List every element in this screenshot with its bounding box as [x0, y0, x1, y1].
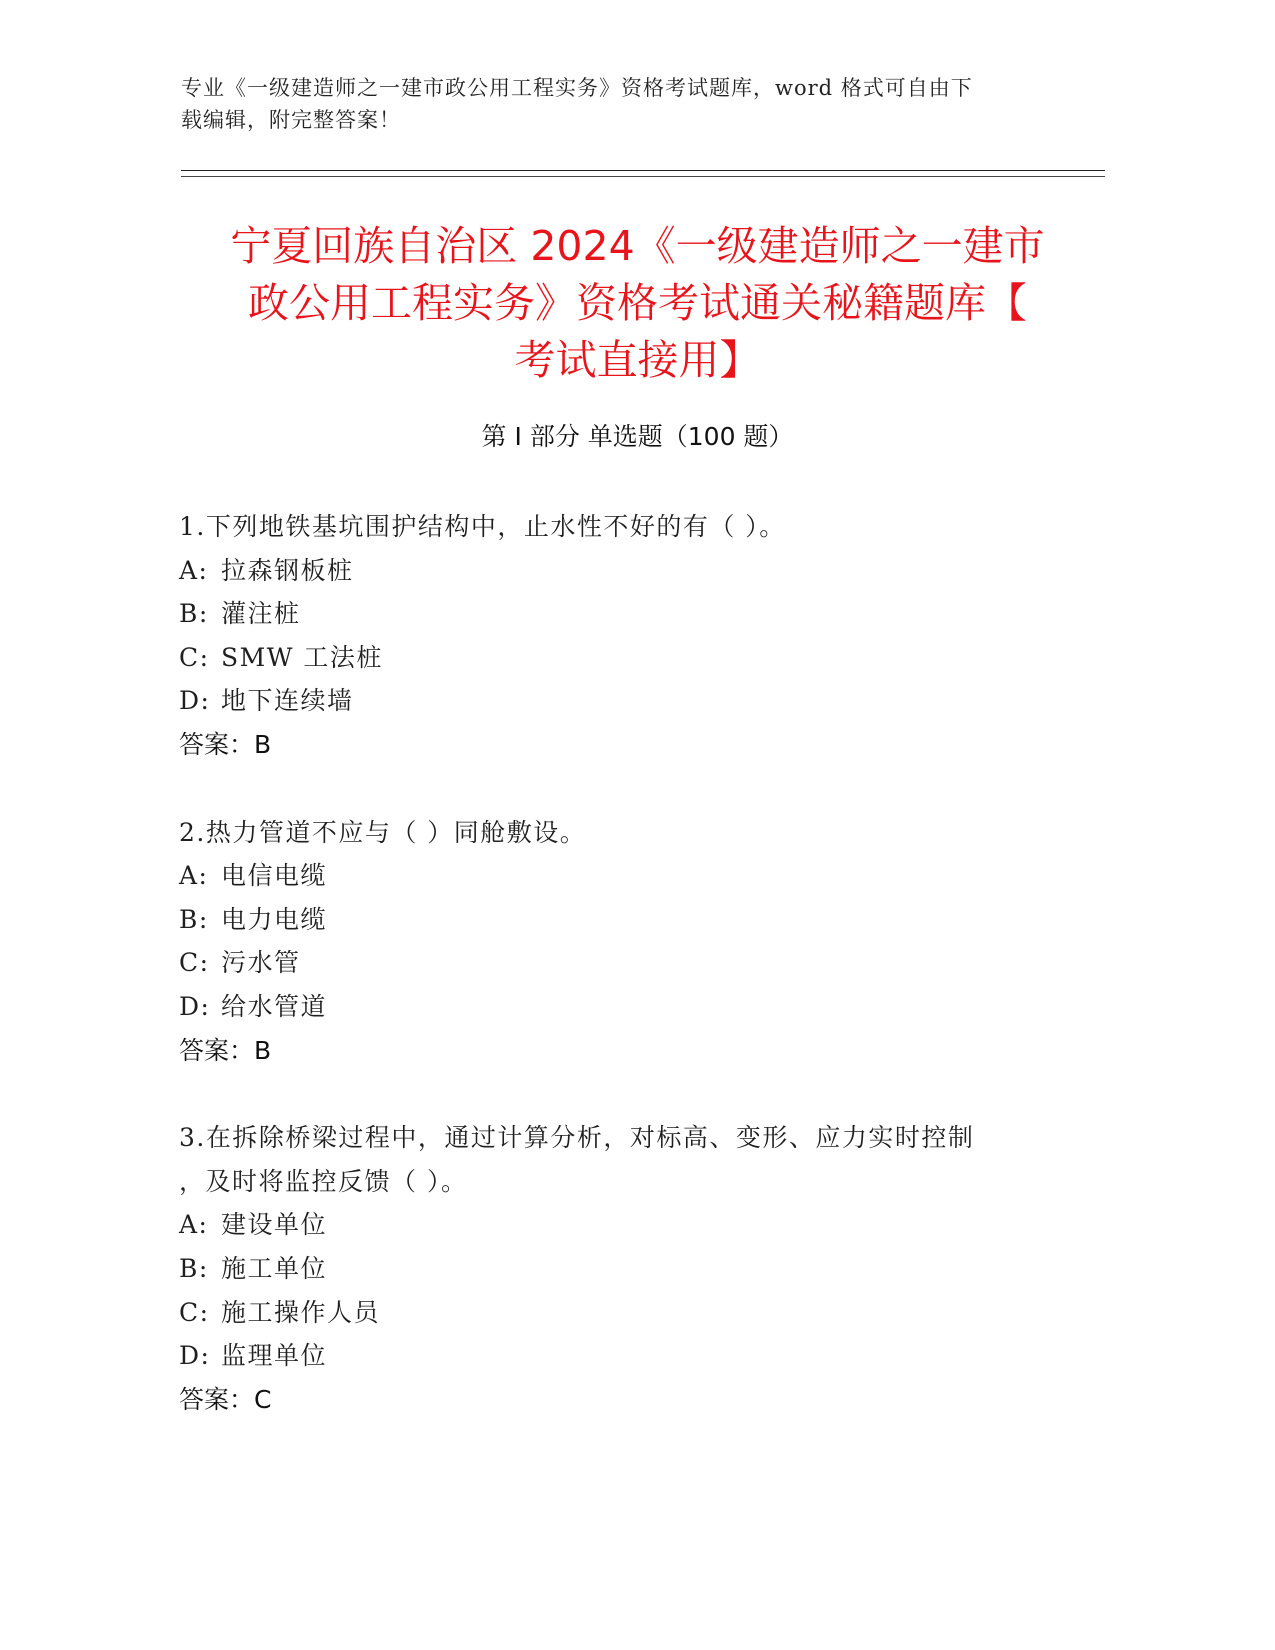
document-title [150, 218, 1125, 389]
option-text: 施工操作人员 [221, 1297, 381, 1327]
option-text: SMW 工法桩 [221, 642, 383, 672]
option-key: A: [179, 555, 209, 585]
header-divider-thin [181, 176, 1105, 177]
option-b [179, 898, 1039, 942]
answer-line: 答案：B [179, 1035, 272, 1065]
option-key: A: [179, 1210, 209, 1240]
question-stem: 3.在拆除桥梁过程中，通过计算分析，对标高、变形、应力实时控制 [179, 1123, 975, 1153]
header-note-line: 载编辑，附完整答案！ [181, 108, 401, 132]
option-text: 地下连续墙 [221, 686, 354, 716]
option-d [179, 1334, 1039, 1378]
question-stem: ，及时将监控反馈（ ）。 [179, 1166, 468, 1196]
document-title-line: 考试直接用】 [514, 336, 761, 384]
header-note [181, 72, 1041, 136]
document-title-line: 政公用工程实务》资格考试通关秘籍题库【 [248, 279, 1027, 327]
option-key: C: [179, 1297, 210, 1327]
option-d [179, 679, 1039, 723]
question-stem: 2.热力管道不应与（ ）同舱敷设。 [179, 817, 587, 847]
option-c [179, 941, 1039, 985]
header-note-line: 专业《一级建造师之一建市政公用工程实务》资格考试题库，word 格式可自由下 [181, 76, 973, 100]
option-text: 电力电缆 [221, 904, 328, 934]
option-b [179, 1247, 1039, 1291]
question-item [179, 505, 1039, 767]
question-item [179, 811, 1039, 1073]
option-a [179, 549, 1039, 593]
option-text: 建设单位 [221, 1210, 328, 1240]
answer-line: 答案：B [179, 729, 272, 759]
option-a [179, 854, 1039, 898]
option-d [179, 985, 1039, 1029]
question-stem: 1.下列地铁基坑围护结构中，止水性不好的有（ ）。 [179, 512, 786, 541]
question-item [179, 1116, 1039, 1421]
option-text: 施工单位 [221, 1253, 328, 1283]
option-key: C: [179, 642, 210, 672]
option-key: D: [179, 686, 211, 716]
option-key: C: [179, 948, 210, 978]
option-b [179, 592, 1039, 636]
option-key: B: [179, 904, 209, 934]
section-heading: 第 I 部分 单选题（100 题） [481, 422, 794, 451]
document-title-line: 宁夏回族自治区 2024《一级建造师之一建市 [230, 222, 1045, 270]
header-divider-thick [181, 170, 1105, 171]
question-list [179, 505, 1039, 1465]
option-key: B: [179, 599, 209, 629]
option-text: 电信电缆 [221, 861, 328, 891]
option-key: D: [179, 1341, 211, 1371]
option-text: 拉森钢板桩 [221, 555, 354, 585]
option-a [179, 1203, 1039, 1247]
option-text: 监理单位 [221, 1341, 328, 1371]
option-key: B: [179, 1253, 209, 1283]
option-key: D: [179, 991, 211, 1021]
option-c [179, 636, 1039, 680]
option-text: 灌注桩 [221, 599, 301, 629]
option-c [179, 1291, 1039, 1335]
option-text: 给水管道 [221, 991, 328, 1021]
answer-line: 答案：C [179, 1384, 272, 1414]
option-text: 污水管 [221, 948, 301, 978]
option-key: A: [179, 861, 209, 891]
